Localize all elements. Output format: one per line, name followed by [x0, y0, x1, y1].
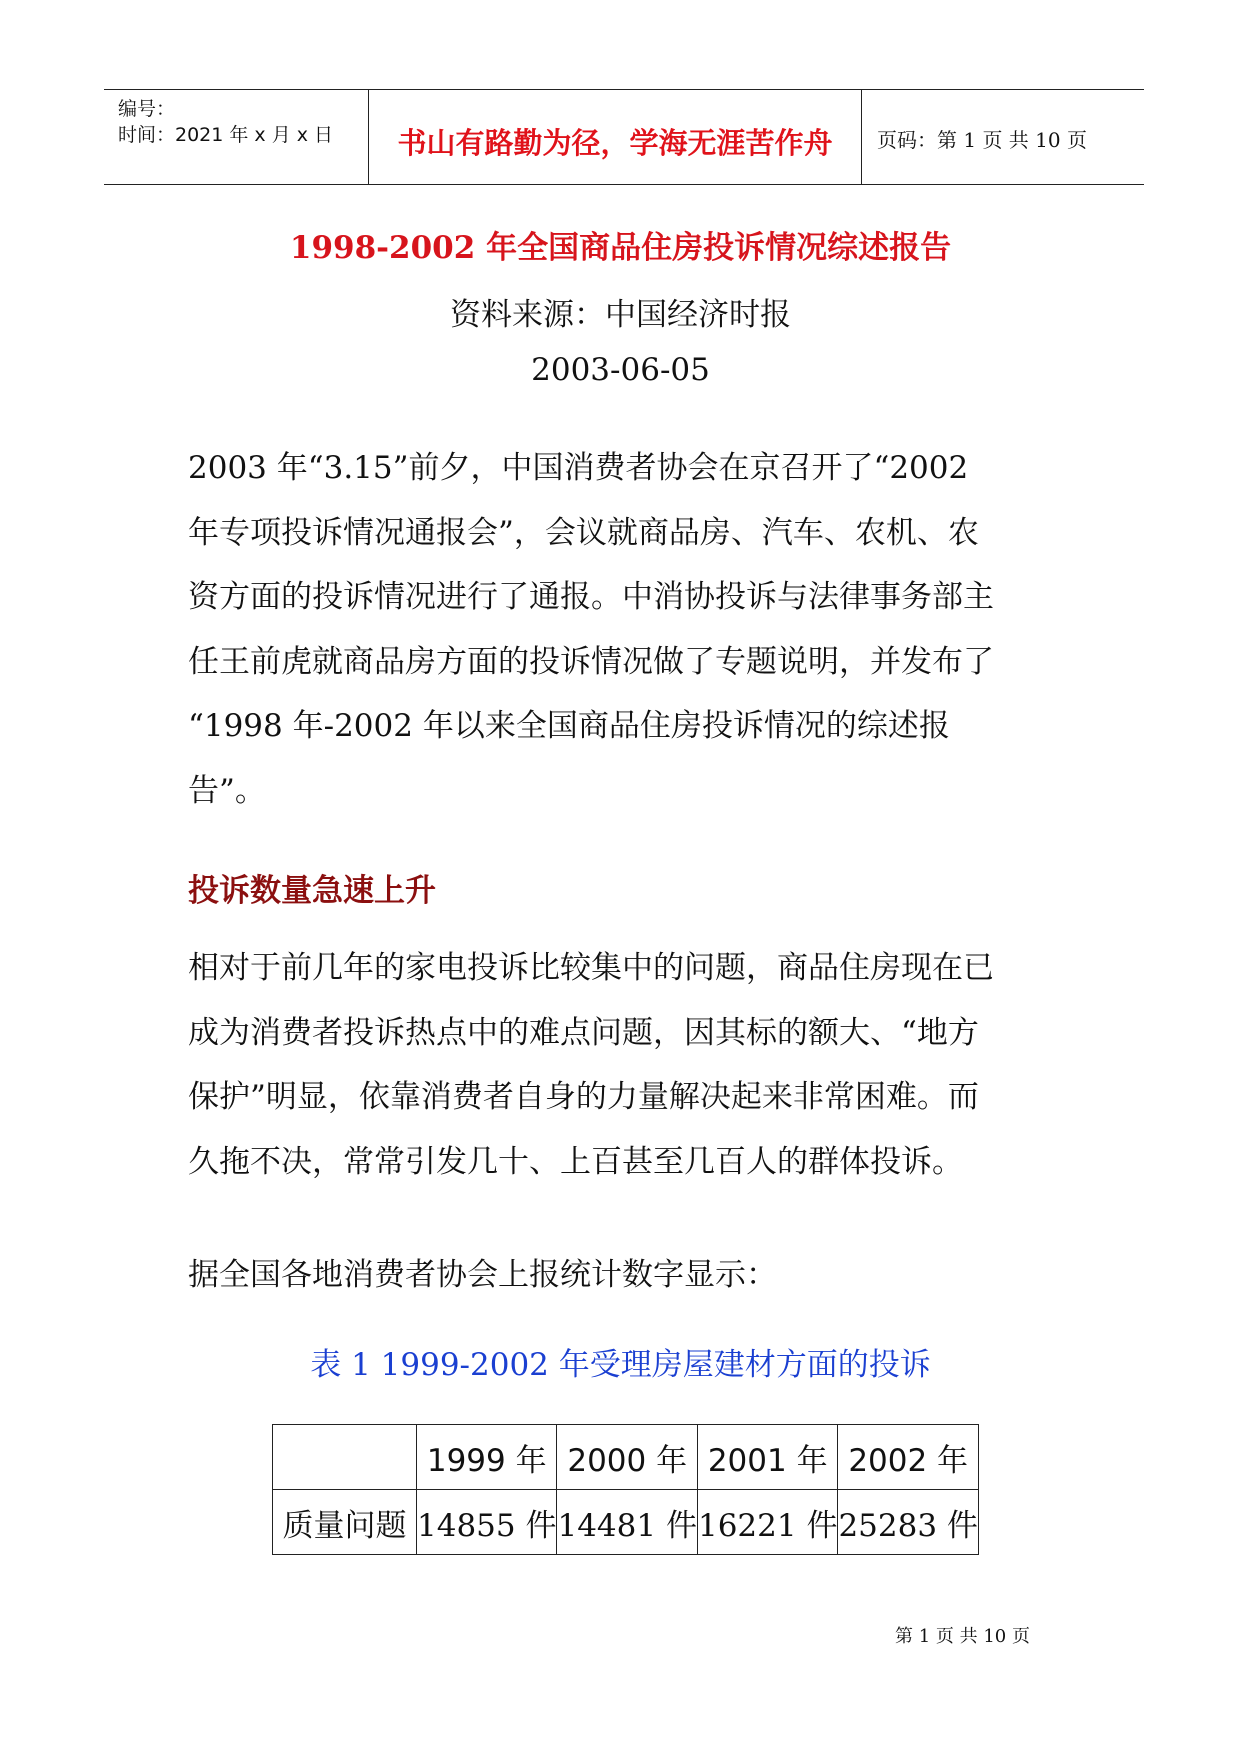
body-paragraph — [188, 936, 1068, 1194]
table-cell: 14855 件 — [417, 1490, 557, 1555]
table-header-cell — [273, 1425, 417, 1490]
intro-paragraph — [188, 436, 1068, 823]
document-date: 2003-06-05 — [531, 352, 710, 388]
table-header-cell: 2001 年 — [697, 1425, 837, 1490]
table-header-cell: 1999 年 — [417, 1425, 557, 1490]
header-page-number: 页码：第 1 页 共 10 页 — [877, 128, 1087, 152]
table-caption: 表 1 1999-2002 年受理房屋建材方面的投诉 — [310, 1347, 931, 1383]
text-line: 告”。 — [188, 772, 266, 809]
table-header-cell: 2002 年 — [838, 1425, 978, 1490]
table-cell: 16221 件 — [697, 1490, 837, 1555]
table-row — [273, 1490, 979, 1555]
text-line: 任王前虎就商品房方面的投诉情况做了专题说明，并发布了 — [188, 643, 994, 680]
time-label: 时间：2021 年 x 月 x 日 — [118, 124, 334, 146]
complaints-table — [272, 1424, 979, 1555]
text-line: 2003 年“3.15”前夕，中国消费者协会在京召开了“2002 — [188, 450, 969, 486]
table-cell: 25283 件 — [838, 1490, 978, 1555]
motto: 书山有路勤为径，学海无涯苦作舟 — [397, 126, 833, 160]
section-heading: 投诉数量急速上升 — [188, 873, 436, 909]
table-cell: 14481 件 — [557, 1490, 697, 1555]
text-line: 保护”明显，依靠消费者自身的力量解决起来非常困难。而 — [188, 1079, 979, 1115]
text-line: 年专项投诉情况通报会”，会议就商品房、汽车、农机、农 — [188, 514, 979, 551]
document-title: 1998-2002 年全国商品住房投诉情况综述报告 — [289, 230, 952, 266]
text-line: 久拖不决，常常引发几十、上百甚至几百人的群体投诉。 — [188, 1143, 963, 1180]
table-cell: 质量问题 — [273, 1490, 417, 1555]
text-line: 成为消费者投诉热点中的难点问题，因其标的额大、“地方 — [188, 1014, 979, 1051]
text-line: 相对于前几年的家电投诉比较集中的问题，商品住房现在已 — [188, 950, 994, 986]
number-label: 编号： — [118, 98, 176, 120]
header-page-cell — [863, 90, 1144, 184]
header-motto-cell — [369, 90, 862, 184]
footer-page-number: 第 1 页 共 10 页 — [895, 1626, 1030, 1647]
page-header — [104, 89, 1144, 185]
header-meta-cell — [104, 90, 369, 184]
table-header-row — [273, 1425, 979, 1490]
text-line: “1998 年-2002 年以来全国商品住房投诉情况的综述报 — [188, 708, 950, 744]
stats-intro-paragraph: 据全国各地消费者协会上报统计数字显示： — [188, 1257, 777, 1293]
document-source: 资料来源：中国经济时报 — [450, 297, 791, 333]
table-header-cell: 2000 年 — [557, 1425, 697, 1490]
text-line: 资方面的投诉情况进行了通报。中消协投诉与法律事务部主 — [188, 579, 994, 615]
